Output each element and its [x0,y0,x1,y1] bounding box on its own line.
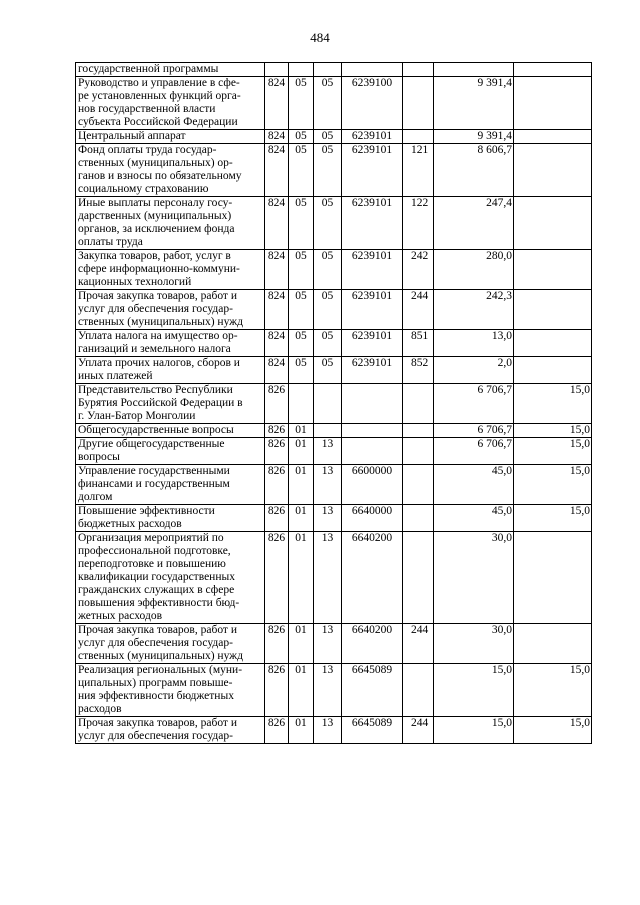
subsection-code-cell: 13 [314,624,342,664]
ved-code-cell: 826 [265,532,289,624]
row-name-cell: Фонд оплаты труда государ- ственных (муниципальных) ор- ганов и взносы по обязательному социальному страхованию [76,144,265,197]
expense-type-cell [403,424,434,438]
table-body [76,63,592,744]
subsection-code-cell: 05 [314,357,342,384]
target-article-cell: 6640000 [342,505,403,532]
budget-table [75,62,592,744]
expense-type-cell: 244 [403,290,434,330]
subsection-code-cell: 05 [314,197,342,250]
expense-type-cell [403,438,434,465]
section-code-cell [289,63,314,77]
federal-amount-cell: 15,0 [514,424,592,438]
federal-amount-cell [514,144,592,197]
row-name-cell: Общегосударственные вопросы [76,424,265,438]
federal-amount-cell [514,197,592,250]
ved-code-cell: 826 [265,505,289,532]
amount-cell [434,63,514,77]
ved-code-cell: 826 [265,624,289,664]
federal-amount-cell: 15,0 [514,664,592,717]
amount-cell: 247,4 [434,197,514,250]
subsection-code-cell: 13 [314,438,342,465]
target-article-cell: 6239101 [342,197,403,250]
federal-amount-cell [514,357,592,384]
target-article-cell: 6640200 [342,532,403,624]
expense-type-cell [403,63,434,77]
federal-amount-cell: 15,0 [514,438,592,465]
table-row [76,384,592,424]
ved-code-cell: 824 [265,77,289,130]
subsection-code-cell: 13 [314,505,342,532]
target-article-cell [342,424,403,438]
amount-cell: 30,0 [434,624,514,664]
section-code-cell: 05 [289,357,314,384]
subsection-code-cell [314,384,342,424]
table-row [76,130,592,144]
row-name-cell: государственной программы [76,63,265,77]
subsection-code-cell: 05 [314,290,342,330]
row-name-cell: Закупка товаров, работ, услуг в сфере информационно-коммуни- кационных технологий [76,250,265,290]
amount-cell: 280,0 [434,250,514,290]
page-number: 484 [310,30,330,45]
ved-code-cell: 824 [265,290,289,330]
federal-amount-cell [514,290,592,330]
target-article-cell: 6239101 [342,130,403,144]
table-row [76,532,592,624]
amount-cell: 9 391,4 [434,77,514,130]
row-name-cell: Прочая закупка товаров, работ и услуг для обеспечения государ- ственных (муниципальных) нужд [76,624,265,664]
table-row [76,424,592,438]
section-code-cell: 01 [289,717,314,744]
target-article-cell: 6239101 [342,357,403,384]
expense-type-cell [403,465,434,505]
table-row [76,77,592,130]
row-name-cell: Реализация региональных (муни- ципальных) программ повыше- ния эффективности бюджетных расходов [76,664,265,717]
section-code-cell: 05 [289,197,314,250]
expense-type-cell: 244 [403,624,434,664]
table-row [76,290,592,330]
amount-cell: 30,0 [434,532,514,624]
table-row [76,197,592,250]
subsection-code-cell: 13 [314,532,342,624]
table-row [76,624,592,664]
federal-amount-cell [514,624,592,664]
amount-cell: 13,0 [434,330,514,357]
table-row [76,63,592,77]
ved-code-cell: 826 [265,717,289,744]
expense-type-cell: 244 [403,717,434,744]
table-row [76,438,592,465]
federal-amount-cell: 15,0 [514,505,592,532]
subsection-code-cell: 05 [314,77,342,130]
row-name-cell: Уплата прочих налогов, сборов и иных платежей [76,357,265,384]
federal-amount-cell [514,63,592,77]
ved-code-cell: 824 [265,197,289,250]
ved-code-cell: 826 [265,424,289,438]
expense-type-cell: 242 [403,250,434,290]
subsection-code-cell: 05 [314,250,342,290]
target-article-cell: 6239101 [342,250,403,290]
expense-type-cell [403,505,434,532]
row-name-cell: Прочая закупка товаров, работ и услуг для обеспечения государ- [76,717,265,744]
ved-code-cell: 826 [265,438,289,465]
amount-cell: 8 606,7 [434,144,514,197]
section-code-cell: 01 [289,505,314,532]
amount-cell: 9 391,4 [434,130,514,144]
subsection-code-cell: 13 [314,465,342,505]
subsection-code-cell: 13 [314,664,342,717]
table-row [76,505,592,532]
expense-type-cell: 121 [403,144,434,197]
row-name-cell: Представительство Республики Бурятия Российской Федерации в г. Улан-Батор Монголии [76,384,265,424]
section-code-cell: 01 [289,532,314,624]
section-code-cell: 01 [289,438,314,465]
federal-amount-cell: 15,0 [514,384,592,424]
ved-code-cell: 824 [265,130,289,144]
row-name-cell: Управление государственными финансами и государственным долгом [76,465,265,505]
target-article-cell: 6600000 [342,465,403,505]
expense-type-cell [403,384,434,424]
ved-code-cell: 824 [265,357,289,384]
section-code-cell: 01 [289,664,314,717]
ved-code-cell: 826 [265,384,289,424]
table-row [76,250,592,290]
section-code-cell: 01 [289,465,314,505]
expense-type-cell: 851 [403,330,434,357]
subsection-code-cell: 05 [314,130,342,144]
expense-type-cell [403,532,434,624]
section-code-cell: 05 [289,130,314,144]
ved-code-cell: 824 [265,250,289,290]
ved-code-cell: 824 [265,144,289,197]
target-article-cell: 6239100 [342,77,403,130]
subsection-code-cell: 05 [314,144,342,197]
ved-code-cell [265,63,289,77]
expense-type-cell [403,130,434,144]
expense-type-cell: 852 [403,357,434,384]
target-article-cell: 6640200 [342,624,403,664]
amount-cell: 6 706,7 [434,424,514,438]
table-row [76,330,592,357]
target-article-cell: 6239101 [342,144,403,197]
federal-amount-cell: 15,0 [514,465,592,505]
expense-type-cell [403,664,434,717]
section-code-cell: 01 [289,624,314,664]
ved-code-cell: 824 [265,330,289,357]
ved-code-cell: 826 [265,664,289,717]
amount-cell: 45,0 [434,465,514,505]
table-row [76,144,592,197]
table-row [76,465,592,505]
target-article-cell: 6239101 [342,290,403,330]
federal-amount-cell [514,532,592,624]
subsection-code-cell [314,63,342,77]
section-code-cell [289,384,314,424]
row-name-cell: Организация мероприятий по профессиональной подготовке, переподготовке и повышению квалификации государственных гражданских служащих в сфере повышения эффективности бюд- жетных расходов [76,532,265,624]
federal-amount-cell [514,130,592,144]
subsection-code-cell [314,424,342,438]
ved-code-cell: 826 [265,465,289,505]
target-article-cell [342,384,403,424]
row-name-cell: Уплата налога на имущество ор- ганизаций и земельного налога [76,330,265,357]
section-code-cell: 05 [289,77,314,130]
subsection-code-cell: 05 [314,330,342,357]
federal-amount-cell [514,250,592,290]
section-code-cell: 05 [289,290,314,330]
amount-cell: 6 706,7 [434,438,514,465]
table-row [76,664,592,717]
row-name-cell: Центральный аппарат [76,130,265,144]
target-article-cell [342,438,403,465]
row-name-cell: Руководство и управление в сфе- ре установленных функций орга- нов государственной власти субъекта Российской Федерации [76,77,265,130]
target-article-cell: 6645089 [342,664,403,717]
section-code-cell: 01 [289,424,314,438]
federal-amount-cell: 15,0 [514,717,592,744]
expense-type-cell: 122 [403,197,434,250]
amount-cell: 6 706,7 [434,384,514,424]
expense-type-cell [403,77,434,130]
target-article-cell: 6239101 [342,330,403,357]
section-code-cell: 05 [289,144,314,197]
row-name-cell: Прочая закупка товаров, работ и услуг для обеспечения государ- ственных (муниципальных) нужд [76,290,265,330]
target-article-cell [342,63,403,77]
amount-cell: 15,0 [434,717,514,744]
amount-cell: 242,3 [434,290,514,330]
table-row [76,717,592,744]
table-row [76,357,592,384]
row-name-cell: Другие общегосударственные вопросы [76,438,265,465]
amount-cell: 15,0 [434,664,514,717]
subsection-code-cell: 13 [314,717,342,744]
amount-cell: 45,0 [434,505,514,532]
section-code-cell: 05 [289,250,314,290]
row-name-cell: Повышение эффективности бюджетных расходов [76,505,265,532]
federal-amount-cell [514,77,592,130]
target-article-cell: 6645089 [342,717,403,744]
amount-cell: 2,0 [434,357,514,384]
row-name-cell: Иные выплаты персоналу госу- дарственных (муниципальных) органов, за исключением фонда оплаты труда [76,197,265,250]
federal-amount-cell [514,330,592,357]
section-code-cell: 05 [289,330,314,357]
